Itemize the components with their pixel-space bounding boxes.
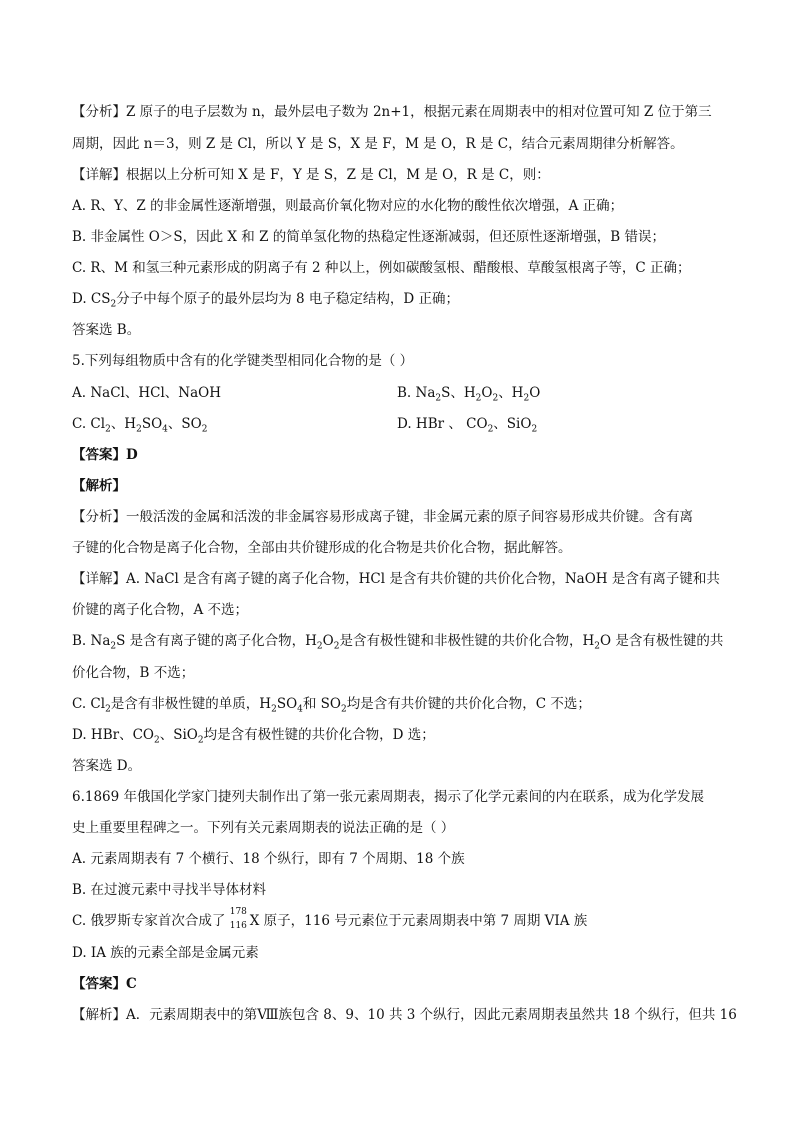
analysis-line-1: 【分析】Z 原子的电子层数为 n，最外层电子数为 2n+1，根据元素在周期表中的相对位置可知 Z 位于第三	[72, 104, 712, 120]
detail-option-d: D. $CS_2$分子中每个原子的最外层均为 8 电子稳定结构，D 正确；	[72, 291, 460, 310]
question-6-option-b: B. 在过渡元素中寻找半导体材料	[72, 882, 267, 898]
detail-option-b: B. 非金属性 O＞S，因此 X 和 Z 的简单氢化物的热稳定性逐渐减弱，但还原性逐渐增强，B 错误；	[72, 229, 665, 245]
question-5-answer: 【答案】D	[72, 447, 138, 463]
question-5-option-c: C. $Cl_2$、$H_2SO_4$、$SO_2$	[72, 416, 208, 435]
question-5-detail-line-6: D. HBr、$CO_2$、SiO$_2$均是含有极性键的共价化合物，D 选；	[72, 727, 435, 746]
question-5-option-d: D. HBr 、 $CO_2$、SiO$_2$	[397, 416, 538, 435]
question-6-stem-line-1: 6.1869 年俄国化学家门捷列夫制作出了第一张元素周期表，揭示了化学元素间的内在联系，成为化学发展	[72, 789, 705, 805]
question-5-answer-line: 答案选 D。	[72, 758, 142, 774]
question-6-stem-line-2: 史上重要里程碑之一。下列有关元素周期表的说法正确的是（ ）	[72, 820, 455, 836]
question-6-option-d: D. IA 族的元素全部是金属元素	[72, 945, 259, 961]
question-5-solution-heading: 【解析】	[72, 478, 126, 494]
question-6-answer: 【答案】C	[72, 976, 137, 992]
question-6-solution-line-1: 【解析】A．元素周期表中的第Ⅷ族包含 8、9、10 共 3 个纵行，因此元素周期表虽然共 18 个纵行，但共 16	[72, 1007, 737, 1023]
question-5-option-a: A. NaCl、HCl、NaOH	[72, 385, 221, 401]
question-5-detail-line-3: B. $Na_2S$ 是含有离子键的离子化合物，$H_2O_2$是含有极性键和非极性键的共价化合物，$H_2O$ 是含有极性键的共	[72, 633, 724, 652]
question-5-detail-line-2: 价键的离子化合物，A 不选；	[72, 602, 249, 618]
analysis-line-2: 周期，因此 n＝3，则 Z 是 Cl，所以 Y 是 S，X 是 F，M 是 O，R 是 C，结合元素周期律分析解答。	[72, 136, 684, 152]
question-6-option-a: A. 元素周期表有 7 个横行、18 个纵行，即有 7 个周期、18 个族	[72, 851, 465, 867]
detail-option-a: A. R、Y、Z 的非金属性逐渐增强，则最高价氧化物对应的水化物的酸性依次增强，A 正确；	[72, 198, 624, 214]
question-5-analysis-line-1: 【分析】一般活泼的金属和活泼的非金属容易形成离子键，非金属元素的原子间容易形成共价键。含有离	[72, 509, 693, 525]
question-6-option-c: C. 俄罗斯专家首次合成了 178 116 X 原子，116 号元素位于元素周期表中第 7 周期 VIA 族	[72, 907, 588, 931]
question-5-detail-line-1: 【详解】A. NaCl 是含有离子键的离子化合物，HCl 是含有共价键的共价化合物，NaOH 是含有离子键和共	[72, 571, 720, 587]
question-5-stem: 5.下列每组物质中含有的化学键类型相同化合物的是（ ）	[72, 353, 414, 369]
detail-line-intro: 【详解】根据以上分析可知 X 是 F，Y 是 S，Z 是 Cl，M 是 O，R 是 C，则：	[72, 167, 550, 183]
detail-option-c: C. R、M 和氢三种元素形成的阴离子有 2 种以上，例如碳酸氢根、醋酸根、草酸氢根离子等，C 正确；	[72, 260, 691, 276]
question-5-detail-line-4: 价化合物，B 不选；	[72, 665, 195, 681]
question-5-option-b: B. $Na_2S$、$H_2O_2$、$H_2O$	[397, 385, 541, 404]
question-5-detail-line-5: C. $Cl_2$是含有非极性键的单质，$H_2SO_4$和 $SO_2$均是含有共价键的共价化合物，C 不选；	[72, 696, 591, 715]
question-5-analysis-line-2: 子键的化合物是离子化合物，全部由共价键形成的化合物是共价化合物，据此解答。	[72, 540, 572, 556]
answer-line-q4: 答案选 B。	[72, 322, 141, 338]
